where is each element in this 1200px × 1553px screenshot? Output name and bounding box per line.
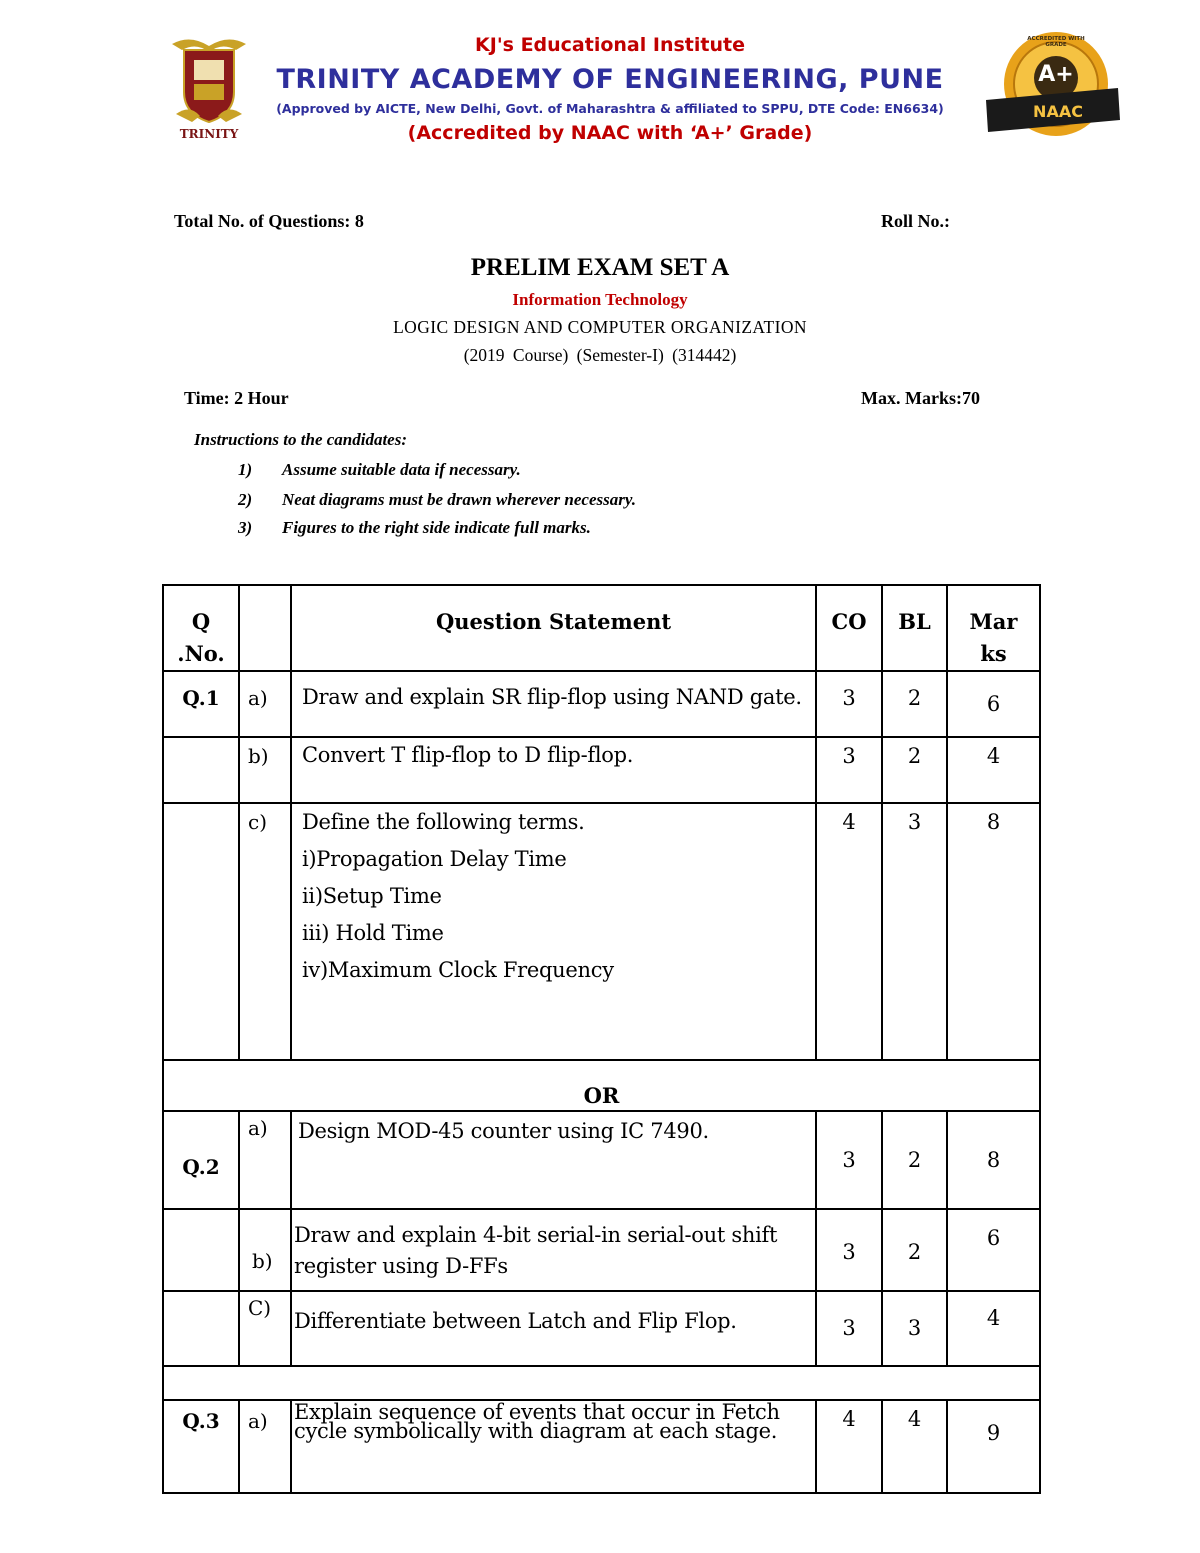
header-marks: Mar ks bbox=[947, 585, 1040, 671]
bl-value: 3 bbox=[882, 1291, 947, 1366]
co-value: 3 bbox=[816, 1209, 882, 1291]
instructions-heading: Instructions to the candidates: bbox=[194, 430, 408, 449]
header-qno: Q .No. bbox=[163, 585, 239, 671]
table-row bbox=[163, 671, 1040, 737]
question-number: Q.1 bbox=[163, 671, 239, 737]
bl-value: 2 bbox=[882, 1111, 947, 1209]
question-table bbox=[162, 584, 1041, 1494]
instruction-number: 1) bbox=[238, 460, 253, 479]
bl-value: 2 bbox=[882, 737, 947, 803]
table-row bbox=[163, 1291, 1040, 1366]
blank-separator bbox=[163, 1366, 1040, 1400]
marks-value: 4 bbox=[947, 737, 1040, 803]
or-row bbox=[163, 1060, 1040, 1111]
bl-value: 2 bbox=[882, 1209, 947, 1291]
header-statement: Question Statement bbox=[291, 585, 816, 671]
term-item: ii)Setup Time bbox=[302, 884, 442, 908]
roll-no-label: Roll No.: bbox=[881, 211, 950, 231]
co-value: 3 bbox=[816, 1291, 882, 1366]
question-part: b) bbox=[239, 1209, 291, 1291]
table-row bbox=[163, 1111, 1040, 1209]
course-line: (2019 Course) (Semester-I) (314442) bbox=[463, 345, 737, 365]
naac-ribbon-text: NAAC bbox=[1033, 102, 1083, 121]
co-value: 4 bbox=[816, 1400, 882, 1493]
question-number bbox=[163, 1291, 239, 1366]
marks-value: 8 bbox=[947, 1111, 1040, 1209]
or-separator: OR bbox=[163, 1060, 1040, 1111]
question-statement: Draw and explain 4-bit serial-in serial-out shift register using D-FFs bbox=[291, 1209, 816, 1291]
time-label: Time: 2 Hour bbox=[184, 388, 289, 408]
table-row bbox=[163, 1400, 1040, 1493]
bl-value: 3 bbox=[882, 803, 947, 1060]
college-name: TRINITY ACADEMY OF ENGINEERING, PUNE bbox=[276, 64, 944, 95]
table-row bbox=[163, 1209, 1040, 1291]
question-number bbox=[163, 737, 239, 803]
header-part bbox=[239, 585, 291, 671]
marks-value: 6 bbox=[947, 671, 1040, 737]
accreditation-line: (Accredited by NAAC with ‘A+’ Grade) bbox=[407, 122, 813, 144]
max-marks: Max. Marks:70 bbox=[861, 388, 980, 408]
marks-value: 4 bbox=[947, 1291, 1040, 1366]
instruction-number: 2) bbox=[238, 490, 253, 509]
trinity-logo-text: TRINITY bbox=[179, 127, 239, 141]
instruction-text: Neat diagrams must be drawn wherever necessary. bbox=[282, 490, 637, 509]
exam-title: PRELIM EXAM SET A bbox=[470, 254, 730, 281]
question-part: b) bbox=[239, 737, 291, 803]
marks-value: 9 bbox=[947, 1400, 1040, 1493]
instruction-number: 3) bbox=[238, 518, 253, 537]
question-part: c) bbox=[239, 803, 291, 1060]
trinity-logo bbox=[170, 30, 248, 145]
co-value: 3 bbox=[816, 1111, 882, 1209]
statement-intro: Define the following terms. bbox=[302, 810, 585, 834]
question-statement: Convert T flip-flop to D flip-flop. bbox=[291, 737, 816, 803]
header-bl: BL bbox=[882, 585, 947, 671]
question-number: Q.3 bbox=[163, 1400, 239, 1493]
bl-value: 4 bbox=[882, 1400, 947, 1493]
total-questions: Total No. of Questions: 8 bbox=[174, 211, 364, 231]
subject-name: LOGIC DESIGN AND COMPUTER ORGANIZATION bbox=[393, 317, 807, 337]
co-value: 4 bbox=[816, 803, 882, 1060]
instruction-text: Assume suitable data if necessary. bbox=[282, 460, 521, 479]
table-row bbox=[163, 737, 1040, 803]
question-part: a) bbox=[239, 671, 291, 737]
question-part: a) bbox=[239, 1111, 291, 1209]
marks-value: 6 bbox=[947, 1209, 1040, 1291]
bl-value: 2 bbox=[882, 671, 947, 737]
institute-name: KJ's Educational Institute bbox=[475, 34, 745, 56]
question-statement: Explain sequence of events that occur in Fetch cycle symbolically with diagram at each stage. bbox=[291, 1400, 816, 1493]
naac-logo bbox=[984, 28, 1122, 140]
spacer-row bbox=[163, 1366, 1040, 1400]
question-part: C) bbox=[239, 1291, 291, 1366]
question-part: a) bbox=[239, 1400, 291, 1493]
term-item: iii) Hold Time bbox=[302, 921, 444, 945]
term-item: i)Propagation Delay Time bbox=[302, 847, 567, 871]
naac-ring-text: ACCREDITED WITH GRADE bbox=[1027, 36, 1085, 48]
header-co: CO bbox=[816, 585, 882, 671]
table-row bbox=[163, 803, 1040, 1060]
department-name: Information Technology bbox=[512, 290, 688, 309]
approval-line: (Approved by AICTE, New Delhi, Govt. of Maharashtra & affiliated to SPPU, DTE Code: EN6634) bbox=[276, 101, 944, 116]
naac-grade: A+ bbox=[1038, 62, 1074, 87]
question-number bbox=[163, 1209, 239, 1291]
question-statement: Differentiate between Latch and Flip Flop. bbox=[291, 1291, 816, 1366]
term-item: iv)Maximum Clock Frequency bbox=[302, 958, 614, 982]
question-statement: Draw and explain SR flip-flop using NAND gate. bbox=[291, 671, 816, 737]
instruction-text: Figures to the right side indicate full marks. bbox=[282, 518, 591, 537]
question-number bbox=[163, 803, 239, 1060]
co-value: 3 bbox=[816, 671, 882, 737]
question-statement bbox=[291, 803, 816, 1060]
marks-value: 8 bbox=[947, 803, 1040, 1060]
question-statement: Design MOD-45 counter using IC 7490. bbox=[291, 1111, 816, 1209]
question-number: Q.2 bbox=[163, 1111, 239, 1209]
table-header-row bbox=[163, 585, 1040, 671]
co-value: 3 bbox=[816, 737, 882, 803]
